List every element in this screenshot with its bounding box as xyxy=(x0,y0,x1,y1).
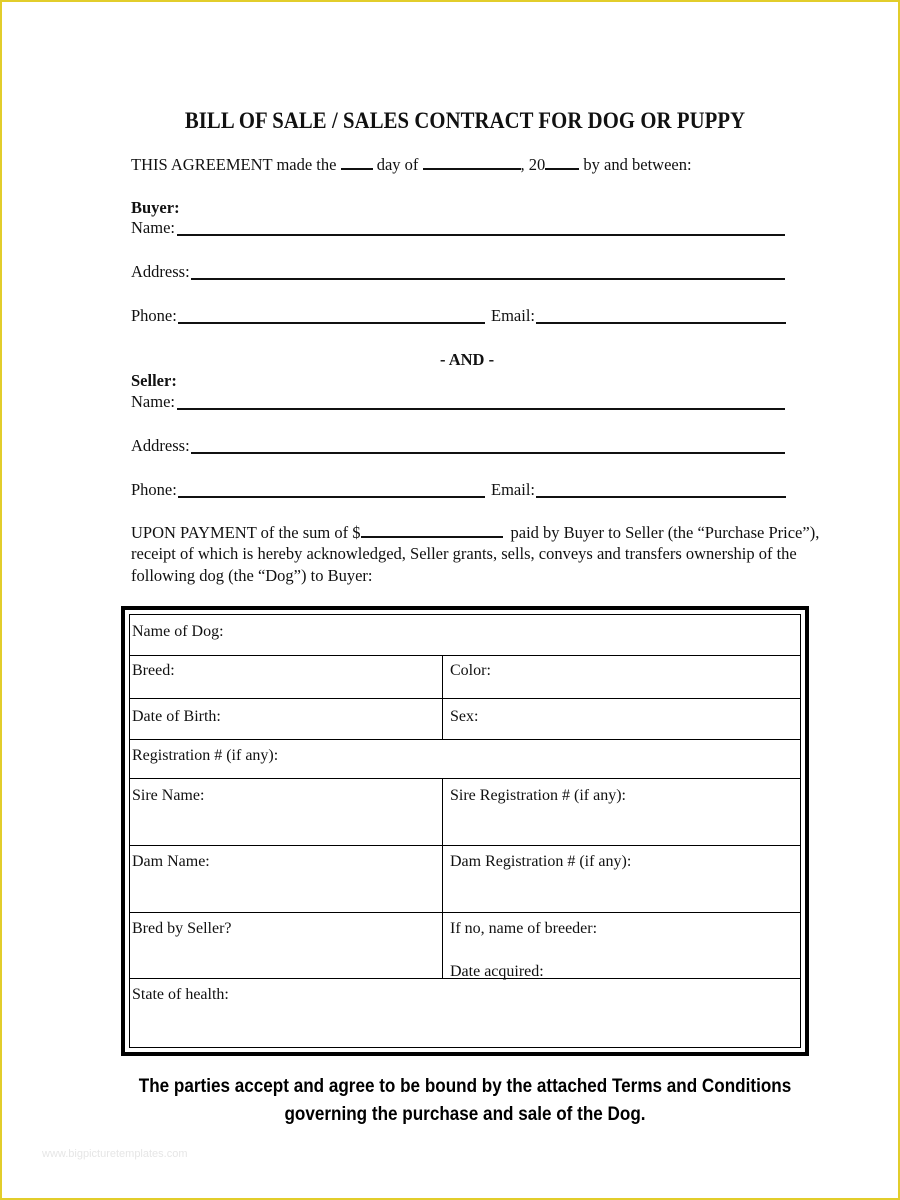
seller-name-label: Name: xyxy=(131,392,175,411)
seller-heading: Seller: xyxy=(131,371,177,390)
breeder-name-label: If no, name of breeder: xyxy=(450,920,598,937)
agreement-suffix: by and between: xyxy=(583,155,692,174)
row-divider xyxy=(130,845,800,846)
breed-label: Breed: xyxy=(132,662,175,679)
payment-line3: following dog (the “Dog”) to Buyer: xyxy=(131,566,373,585)
date-acquired-label: Date acquired: xyxy=(450,963,544,980)
agreement-line xyxy=(131,154,692,175)
seller-name-field[interactable] xyxy=(177,394,785,410)
bred-by-seller-label: Bred by Seller? xyxy=(132,920,232,937)
seller-address-label: Address: xyxy=(131,436,190,455)
state-of-health-label: State of health: xyxy=(132,986,229,1003)
terms-line1: The parties accept and agree to be bound by the attached Terms and Conditions xyxy=(138,1076,792,1097)
sire-name-label: Sire Name: xyxy=(132,787,205,804)
buyer-address-field[interactable] xyxy=(191,264,785,280)
seller-phone-field[interactable] xyxy=(178,482,485,498)
row-divider xyxy=(130,912,800,913)
col-divider xyxy=(442,655,443,739)
row-divider xyxy=(130,739,800,740)
row-divider xyxy=(130,655,800,656)
agreement-month-field[interactable] xyxy=(423,154,521,170)
agreement-prefix: THIS AGREEMENT made the xyxy=(131,155,337,174)
buyer-phone-field[interactable] xyxy=(178,308,485,324)
buyer-name-label: Name: xyxy=(131,218,175,237)
buyer-name-field[interactable] xyxy=(177,220,785,236)
payment-amount-field[interactable] xyxy=(361,522,503,538)
agreement-year-prefix: , 20 xyxy=(520,155,546,174)
buyer-email-field[interactable] xyxy=(536,308,786,324)
agreement-day-of: day of xyxy=(376,155,419,174)
payment-suffix: paid by Buyer to Seller (the “Purchase Price”), xyxy=(510,523,820,542)
buyer-address-label: Address: xyxy=(131,262,190,281)
watermark: www.bigpicturetemplates.com xyxy=(42,1148,188,1160)
dam-registration-label: Dam Registration # (if any): xyxy=(450,853,632,870)
agreement-day-field[interactable] xyxy=(341,154,373,170)
payment-line2: receipt of which is hereby acknowledged, Seller grants, sells, conveys and transfers ownership of the xyxy=(131,544,797,563)
agreement-year-field[interactable] xyxy=(545,154,579,170)
buyer-phone-label: Phone: xyxy=(131,306,177,325)
seller-phone-label: Phone: xyxy=(131,480,177,499)
and-separator: - AND - xyxy=(440,350,495,369)
payment-line1 xyxy=(131,522,819,543)
seller-email-field[interactable] xyxy=(536,482,786,498)
sire-registration-label: Sire Registration # (if any): xyxy=(450,787,626,804)
sex-label: Sex: xyxy=(450,708,479,725)
document-title: BILL OF SALE / SALES CONTRACT FOR DOG OR PUPPY xyxy=(184,108,746,133)
color-label: Color: xyxy=(450,662,491,679)
dog-table-inner xyxy=(129,614,801,1048)
col-divider xyxy=(442,778,443,978)
dog-details-table xyxy=(121,606,809,1056)
date-of-birth-label: Date of Birth: xyxy=(132,708,221,725)
dam-name-label: Dam Name: xyxy=(132,853,210,870)
seller-email-label: Email: xyxy=(491,480,535,499)
seller-address-field[interactable] xyxy=(191,438,785,454)
buyer-email-label: Email: xyxy=(491,306,535,325)
registration-label: Registration # (if any): xyxy=(132,747,279,764)
row-divider xyxy=(130,778,800,779)
terms-line2: governing the purchase and sale of the Dog. xyxy=(284,1104,646,1125)
terms-notice xyxy=(0,1073,900,1129)
row-divider xyxy=(130,698,800,699)
name-of-dog-label: Name of Dog: xyxy=(132,623,224,640)
payment-prefix: UPON PAYMENT of the sum of $ xyxy=(131,523,361,542)
buyer-heading: Buyer: xyxy=(131,198,180,217)
